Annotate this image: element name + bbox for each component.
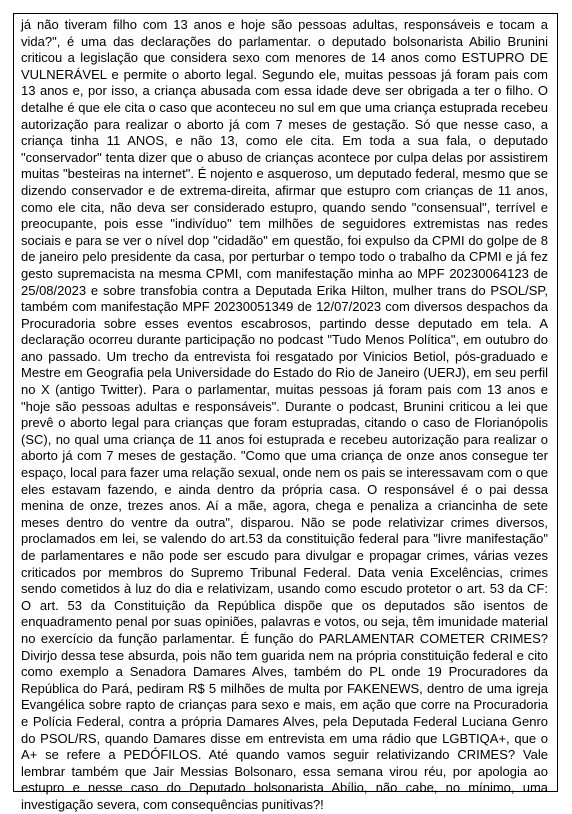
text-box — [13, 13, 558, 812]
document-body-text: já não tiveram filho com 13 anos e hoje são pessoas adultas, responsáveis e tocam a vida?", é uma das declarações do parlamentar. o deputado bolsonarista Abilio Brunini criticou a legislação que considera sexo com menores de 14 anos como ESTUPRO DE VULNERÁVEL e permite o aborto legal. Segundo ele, muitas pessoas já foram pais com 13 anos e, por isso, a criança abusada com essa idade deve ser obrigada a ter o filho. O detalhe é que ele cita o caso que aconteceu no sul em que uma criança estuprada recebeu autorização para realizar o aborto já com 7 meses de gestação. Só que nesse caso, a criança tinha 11 ANOS, e não 13, como ele cita. Em toda a sua fala, o deputado "conservador" tenta dizer que o abuso de crianças acontece por culpa delas por assistirem muitas "besteiras na internet". É nojento e asqueroso, um deputado federal, mesmo que se dizendo conservador e de extrema-direita, afirmar que estupro com crianças de 11 anos, como ele cita, não deva ser considerado estupro, quando sendo "consensual", terrível e preocupante, pois esse "indivíduo" tem milhões de seguidores extremistas nas redes sociais e para se ver o nível dop "cidadão" em questão, foi expulso da CPMI do golpe de 8 de janeiro pelo presidente da casa, por perturbar o tempo todo o trabalho da CPMI e já fez gesto supremacista na mesma CPMI, com manifestação minha ao MPF 20230064123 de 25/08/2023 e sobre transfobia contra a Deputada Erika Hilton, mulher trans do PSOL/SP, também com manifestação MPF 20230051349 de 12/07/2023 com diversos despachos da Procuradoria sobre esses eventos escabrosos, partindo desse deputado em tela. A declaração ocorreu durante participação no podcast "Tudo Menos Política", em outubro do ano passado. Um trecho da entrevista foi resgatado por Vinicios Betiol, pós-graduado e Mestre em Geografia pela Universidade do Estado do Rio de Janeiro (UERJ), em seu perfil no X (antigo Twitter). Para o parlamentar, muitas pessoas já foram pais com 13 anos e "hoje são pessoas adultas e responsáveis". Durante o podcast, Brunini criticou a lei que prevê o aborto legal para crianças que foram estupradas, citando o caso de Florianópolis (SC), no qual uma criança de 11 anos foi estuprada e recebeu autorização para realizar o aborto já com 7 meses de gestação. "Como que uma criança de onze anos consegue ter espaço, local para fazer uma relação sexual, onde nem os pais se interessavam com o que eles estavam fazendo, e ainda dentro da própria casa. O responsável é o pai dessa menina de onze, trezes anos. Aí a mãe, agora, chega e penaliza a criancinha de sete meses dentro do ventre da outra", disparou. Não se pode relativizar crimes diversos, proclamados em lei, se valendo do art.53 da constituição federal para "livre manifestação" de parlamentares e não pode ser escudo para divulgar e propagar crimes, várias vezes criticados por membros do Supremo Tribunal Federal. Data venia Excelências, crimes sendo cometidos à luz do dia e relativizam, usando como escudo protetor o art. 53 da CF: O art. 53 da Constituição da República dispõe que os deputados são isentos de enquadramento penal por suas opiniões, palavras e votos, ou seja, têm imunidade material no exercício da função parlamentar. É função do PARLAMENTAR COMETER CRIMES? Divirjo dessa tese absurda, pois não tem guarida nem na própria constituição federal e cito como exemplo a Senadora Damares Alves, também do PL onde 19 Procuradores da República do Pará, pediram R$ 5 milhões de multa por FAKENEWS, dentro de uma igreja Evangélica sobre rapto de crianças para sexo e mais, em ação que corre na Procuradoria e Polícia Federal, contra a própria Damares Alves, pela Deputada Federal Luciana Genro do PSOL/RS, quando Damares disse em entrevista em uma rádio que LGBTIQA+, que o A+ se refere a PEDÓFILOS. Até quando vamos seguir relativizando CRIMES? Vale lembrar também que Jair Messias Bolsonaro, essa semana virou réu, por apologia ao estupro e nesse caso do Deputado bolsonarista Abílio, não cabe, no mínimo, uma investigação severa, com consequências punitivas?! — [21, 17, 548, 812]
